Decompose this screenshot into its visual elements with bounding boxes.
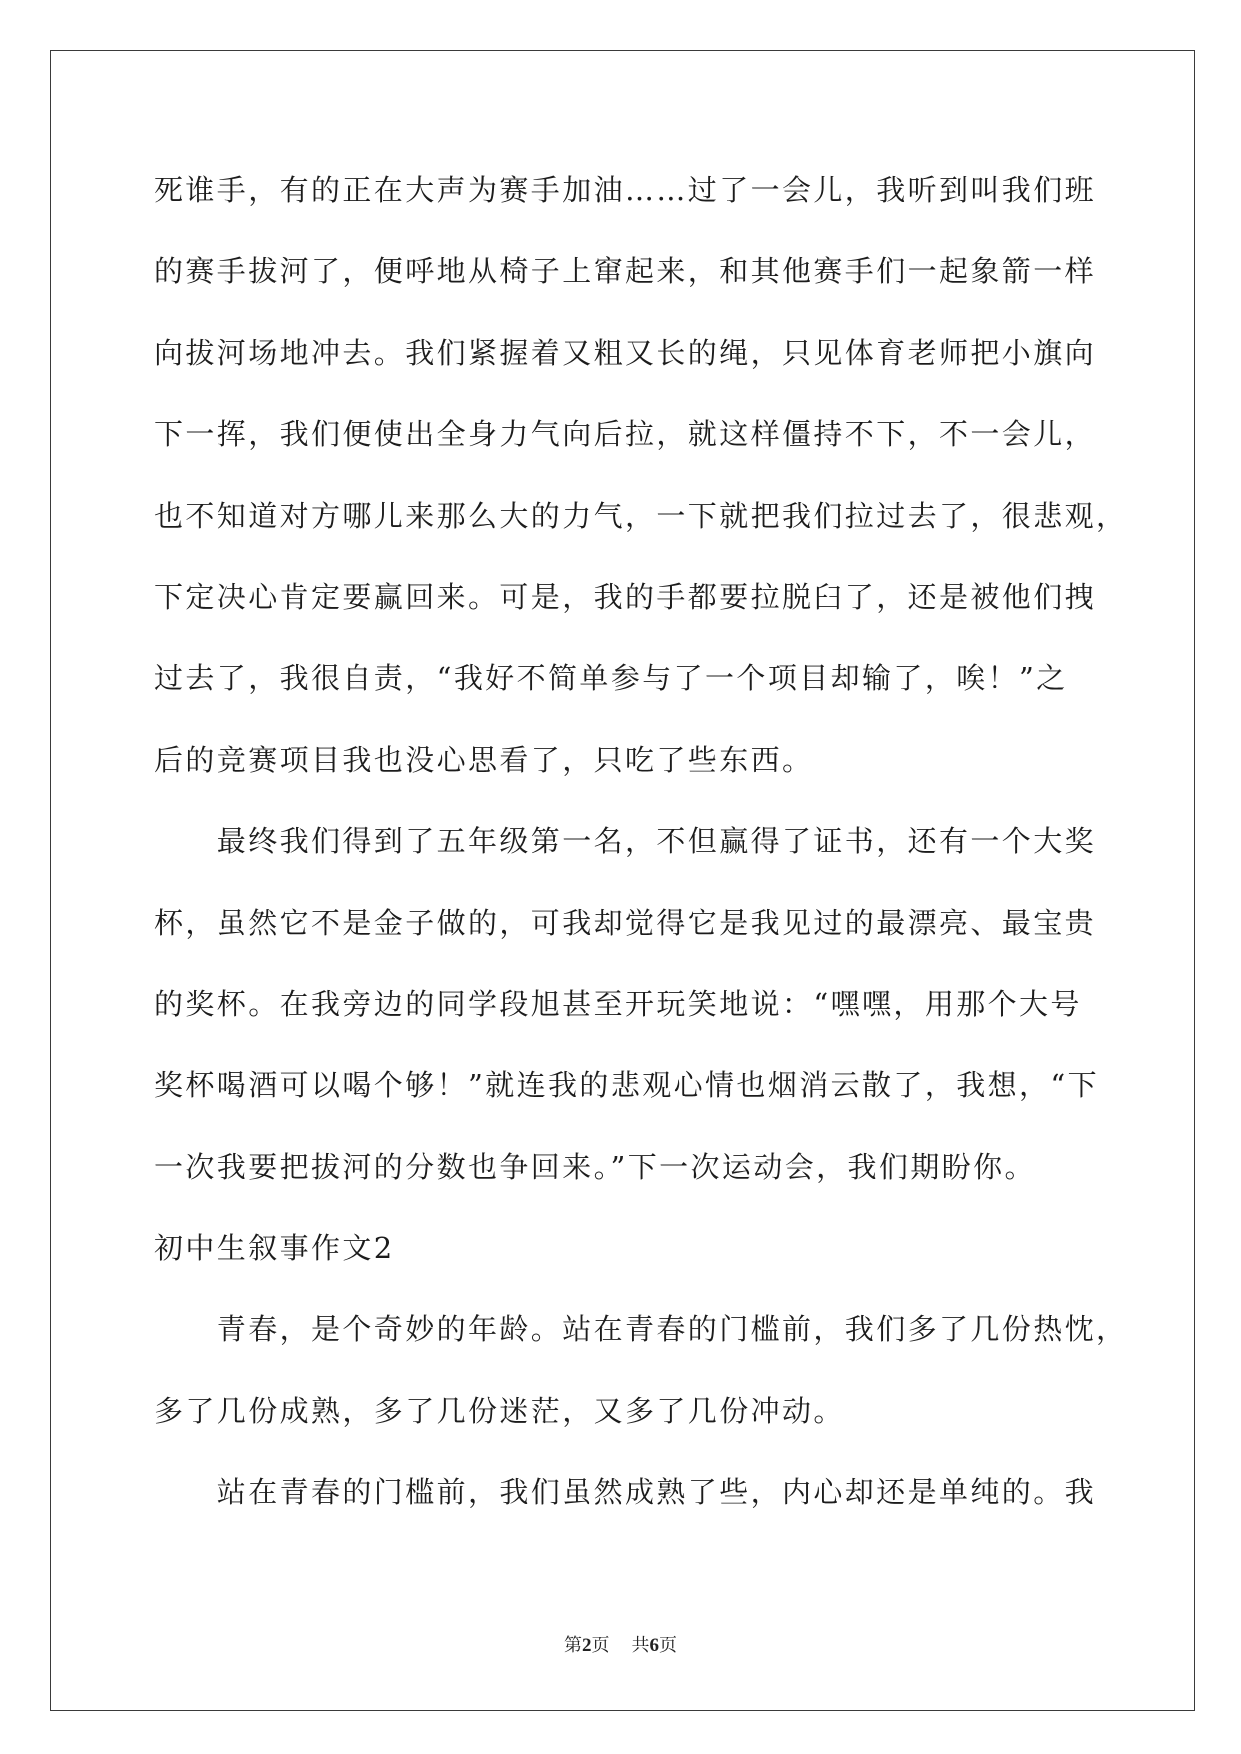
body-text-line: 向拔河场地冲去。我们紧握着又粗又长的绳，只见体育老师把小旗向 <box>154 335 1097 370</box>
paragraph-first-line: 站在青春的门槛前，我们虽然成熟了些，内心却还是单纯的。我 <box>216 1475 1096 1510</box>
body-text-line: 后的竞赛项目我也没心思看了，只吃了些东西。 <box>154 742 814 777</box>
total-pages-prefix: 共 <box>631 1635 650 1656</box>
body-text-line: 也不知道对方哪儿来那么大的力气，一下就把我们拉过去了，很悲观， <box>154 498 1128 533</box>
total-pages: 6 <box>649 1635 659 1656</box>
body-text-line: 下定决心肯定要赢回来。可是，我的手都要拉脱臼了，还是被他们拽 <box>154 579 1097 614</box>
page-footer <box>0 1634 1241 1658</box>
paragraph-first-line: 青春，是个奇妙的年龄。站在青春的门槛前，我们多了几份热忱， <box>216 1312 1128 1347</box>
body-text-line: 多了几份成熟，多了几份迷茫，又多了几份冲动。 <box>154 1393 845 1428</box>
body-text-line: 奖杯喝酒可以喝个够！”就连我的悲观心情也烟消云散了，我想，“下 <box>154 1068 1100 1103</box>
body-text-line: 一次我要把拔河的分数也争回来。”下一次运动会，我们期盼你。 <box>154 1149 1036 1184</box>
body-text-line: 死谁手，有的正在大声为赛手加油……过了一会儿，我听到叫我们班 <box>154 173 1097 207</box>
page-number-suffix: 页 <box>591 1635 610 1656</box>
body-text-line: 杯，虽然它不是金子做的，可我却觉得它是我见过的最漂亮、最宝贵 <box>154 905 1097 940</box>
page-number: 2 <box>582 1635 592 1656</box>
body-text-line: 过去了，我很自责，“我好不简单参与了一个项目却输了，唉！”之 <box>154 661 1068 696</box>
section-heading: 初中生叙事作文2 <box>154 1231 395 1266</box>
total-pages-suffix: 页 <box>659 1635 677 1656</box>
body-text-line: 的奖杯。在我旁边的同学段旭甚至开玩笑地说：“嘿嘿，用那个大号 <box>154 986 1082 1021</box>
page-number-prefix: 第 <box>564 1635 582 1656</box>
body-text-line: 下一挥，我们便使出全身力气向后拉，就这样僵持不下，不一会儿， <box>154 417 1097 452</box>
paragraph-first-line: 最终我们得到了五年级第一名，不但赢得了证书，还有一个大奖 <box>216 824 1096 859</box>
body-text-line: 的赛手拔河了，便呼地从椅子上窜起来，和其他赛手们一起象箭一样 <box>154 254 1097 289</box>
document-body <box>154 150 1154 1534</box>
